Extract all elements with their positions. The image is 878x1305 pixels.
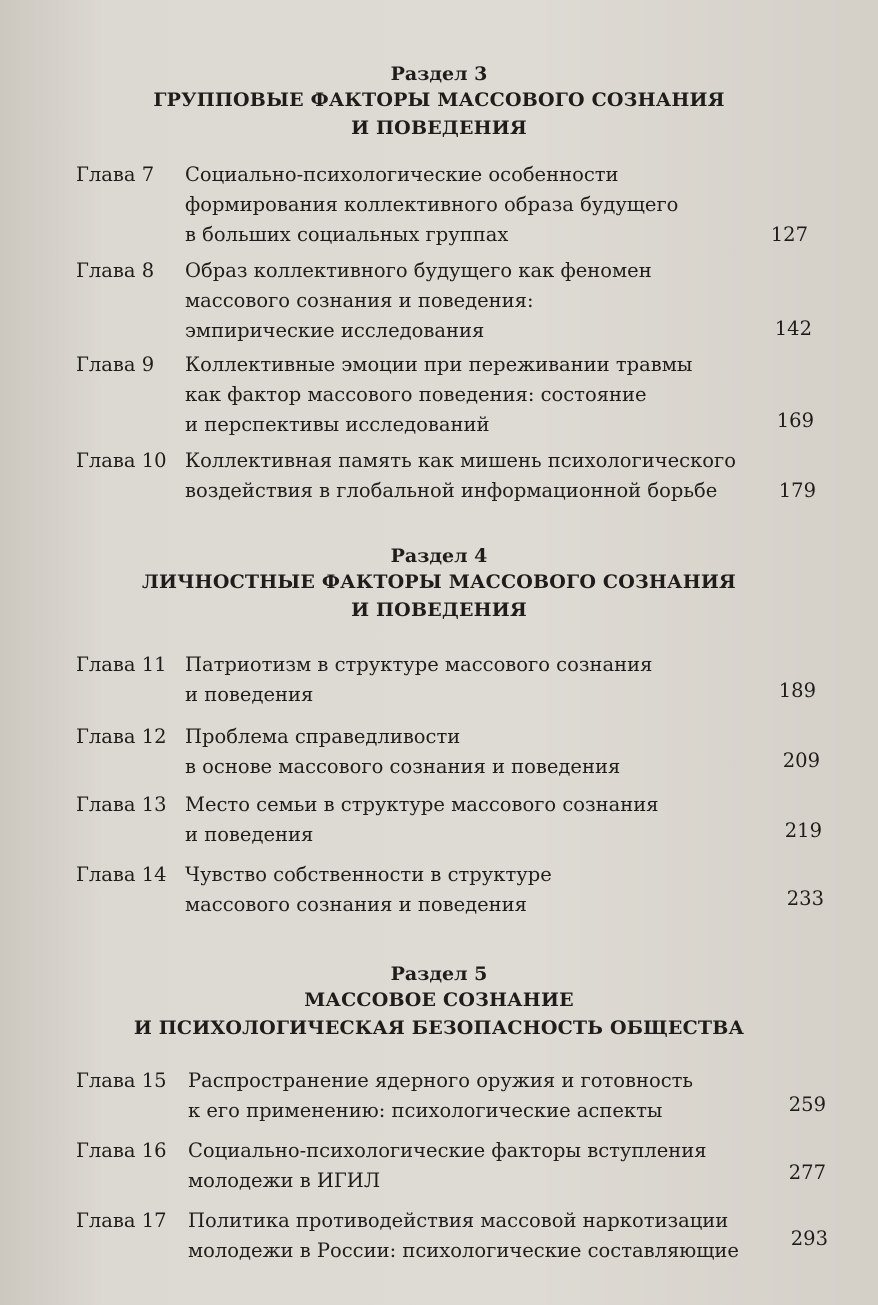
section-title-line: ЛИЧНОСТНЫЕ ФАКТОРЫ МАССОВОГО СОЗНАНИЯ [141,571,736,593]
page-number: 189 [778,679,816,702]
section-title-line: ГРУППОВЫЕ ФАКТОРЫ МАССОВОГО СОЗНАНИЯ [153,89,725,111]
chapter-title: Коллективная память как мишень психологического воздействия в глобальной информационной борьбе [185,449,736,502]
chapter-number: Глава 9 [76,353,155,376]
section-5-header [0,962,878,1042]
section-title-line: И ПОВЕДЕНИЯ [351,599,527,621]
section-label: Раздел 4 [390,545,488,567]
page-number: 209 [782,749,820,772]
section-label: Раздел 5 [390,963,488,985]
chapter-title: Социально-психологические факторы вступления молодежи в ИГИЛ [188,1139,707,1192]
chapter-title: Образ коллективного будущего как феномен массового сознания и поведения: эмпирические исследования [185,259,652,342]
section-4-header [0,544,878,624]
chapter-number: Глава 10 [76,449,167,472]
chapter-number: Глава 8 [76,259,155,282]
section-3-header [0,62,878,142]
chapter-title: Место семьи в структуре массового сознания и поведения [185,793,659,846]
chapter-title: Распространение ядерного оружия и готовность к его применению: психологические аспекты [188,1069,694,1122]
page-number: 277 [788,1161,826,1184]
page-number: 233 [786,887,824,910]
chapter-number: Глава 11 [76,653,167,676]
page-number: 259 [788,1093,826,1116]
chapter-number: Глава 16 [76,1139,167,1162]
section-title-line: И ПСИХОЛОГИЧЕСКАЯ БЕЗОПАСНОСТЬ ОБЩЕСТВА [133,1017,745,1039]
section-title-line: МАССОВОЕ СОЗНАНИЕ [304,989,574,1011]
section-title-line: И ПОВЕДЕНИЯ [351,117,527,139]
chapter-title: Патриотизм в структуре массового сознания и поведения [185,653,653,706]
section-label: Раздел 3 [390,63,488,85]
page-number: 127 [770,223,808,246]
page-number: 219 [784,819,822,842]
chapter-title: Политика противодействия массовой наркотизации молодежи в России: психологические составляющие [188,1209,739,1262]
chapter-title: Проблема справедливости в основе массового сознания и поведения [185,725,621,778]
chapter-number: Глава 7 [76,163,155,186]
chapter-title: Коллективные эмоции при переживании травмы как фактор массового поведения: состояние и перспективы исследований [185,353,693,436]
chapter-number: Глава 17 [76,1209,167,1232]
page-number: 179 [778,479,816,502]
chapter-title: Чувство собственности в структуре массового сознания и поведения [185,863,552,916]
page-number: 169 [776,409,814,432]
chapter-number: Глава 14 [76,863,167,886]
chapter-title: Социально-психологические особенности формирования коллективного образа будущего в больших социальных группах [185,163,679,246]
chapter-number: Глава 12 [76,725,167,748]
chapter-number: Глава 13 [76,793,167,816]
page-number: 293 [790,1227,828,1250]
chapter-number: Глава 15 [76,1069,167,1092]
page-number: 142 [774,317,812,340]
